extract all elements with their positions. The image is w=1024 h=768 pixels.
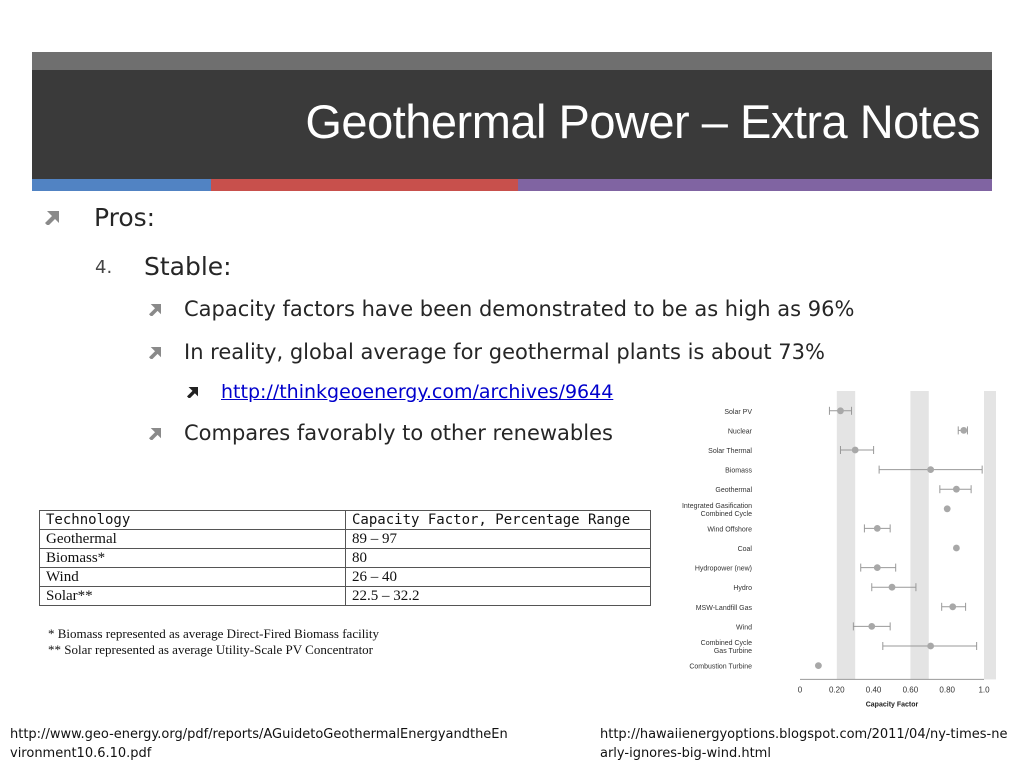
chart-tick-label: 0: [797, 685, 803, 695]
chart-point: [953, 545, 960, 552]
title-bar-top-band: [32, 52, 992, 70]
chart-category-label: Wind Offshore: [707, 526, 752, 534]
bullet-pros: Pros:: [94, 203, 156, 232]
chart-category-label: Nuclear: [727, 428, 752, 436]
chart-category-label: Gas Turbine: [713, 648, 752, 655]
capacity-factor-chart-svg: [676, 391, 996, 711]
source-left: [10, 725, 510, 763]
chart-category-label: Combustion Turbine: [689, 663, 752, 671]
table-row: [40, 587, 651, 606]
table-cell-capacity: 80: [346, 549, 651, 568]
table-cell-capacity: 89 – 97: [346, 530, 651, 549]
table-note-biomass: * Biomass represented as average Direct-Fired Biomass facility: [48, 626, 380, 641]
bullet-reality: In reality, global average for geothermal plants is about 73%: [184, 340, 825, 364]
table-cell-technology: Wind: [40, 568, 346, 587]
table-row: [40, 530, 651, 549]
chart-point: [960, 427, 967, 434]
bullet-stable: Stable:: [144, 252, 232, 281]
capacity-factor-chart: [676, 391, 996, 711]
chart-point: [953, 486, 960, 493]
table-cell-technology: Geothermal: [40, 530, 346, 549]
chart-point: [949, 603, 956, 610]
chart-category-label: Coal: [737, 546, 752, 553]
chart-point: [944, 505, 951, 512]
arrow-bullet-icon: [149, 347, 161, 359]
chart-point: [852, 447, 859, 454]
chart-band: [984, 391, 996, 679]
chart-point: [815, 662, 822, 669]
accent-stripe-blue: [32, 179, 211, 191]
arrow-bullet-icon: [149, 428, 161, 440]
list-number: 4.: [95, 257, 113, 278]
chart-category-label: Combined Cycle: [700, 640, 752, 647]
chart-point: [927, 643, 934, 650]
chart-point: [837, 407, 844, 414]
table-header-row: [40, 511, 651, 530]
table-cell-technology: Solar**: [40, 587, 346, 606]
chart-category-label: Integrated Gasification: [681, 502, 752, 510]
table-cell-technology: Biomass*: [40, 549, 346, 568]
chart-tick-label: 0.20: [829, 685, 845, 695]
chart-category-label: Geothermal: [715, 487, 752, 495]
chart-category-label: Hydropower (new): [694, 565, 752, 573]
capacity-factor-table: [39, 510, 651, 606]
table-notes: [48, 626, 379, 658]
chart-band: [837, 391, 855, 679]
chart-tick-label: 0.40: [865, 685, 882, 695]
table-header-capacity: Capacity Factor, Percentage Range: [346, 511, 651, 530]
chart-band: [910, 391, 928, 679]
table-header-technology: Technology: [40, 511, 346, 530]
arrow-bullet-icon: [149, 304, 161, 316]
chart-point: [874, 564, 881, 571]
bullet-capacity: Capacity factors have been demonstrated to be as high as 96%: [184, 297, 855, 321]
chart-tick-label: 1.0: [978, 685, 990, 695]
table-cell-capacity: 26 – 40: [346, 568, 651, 587]
table-row: [40, 568, 651, 587]
source-right-link[interactable]: http://hawaiienergyoptions.blogspot.com/2011/04/ny-times-nearly-ignores-big-wind.html: [600, 727, 1008, 761]
thinkgeoenergy-link[interactable]: http://thinkgeoenergy.com/archives/9644: [221, 381, 614, 403]
chart-category-label: Solar PV: [724, 408, 752, 416]
chart-tick-label: 0.80: [939, 685, 955, 695]
table-cell-capacity: 22.5 – 32.2: [346, 587, 651, 606]
chart-category-label: MSW-Landfill Gas: [695, 604, 752, 612]
chart-point: [868, 623, 875, 630]
arrow-bullet-icon: [45, 211, 59, 225]
title-bar: [32, 52, 992, 179]
table-note-solar: ** Solar represented as average Utility-Scale PV Concentrator: [48, 642, 374, 657]
chart-tick-label: 0.60: [902, 685, 919, 695]
bullet-compares: Compares favorably to other renewables: [184, 421, 613, 445]
chart-point: [889, 584, 896, 591]
chart-point: [874, 525, 881, 532]
chart-category-label: Hydro: [733, 585, 752, 593]
arrow-bullet-icon: [187, 387, 198, 398]
accent-stripe-red: [211, 179, 518, 191]
table-row: [40, 549, 651, 568]
chart-category-label: Combined Cycle: [700, 510, 752, 518]
chart-x-label: Capacity Factor: [865, 701, 919, 709]
accent-stripe-purple: [518, 179, 992, 191]
chart-point: [927, 466, 934, 473]
chart-category-label: Solar Thermal: [708, 448, 752, 455]
chart-category-label: Wind: [736, 624, 752, 632]
source-left-link[interactable]: http://www.geo-energy.org/pdf/reports/AGuidetoGeothermalEnergyandtheEnvironment10.6.10.pdf: [10, 727, 508, 761]
chart-category-label: Biomass: [725, 467, 752, 475]
source-right: [600, 725, 1010, 763]
slide-title: Geothermal Power – Extra Notes: [305, 95, 980, 148]
